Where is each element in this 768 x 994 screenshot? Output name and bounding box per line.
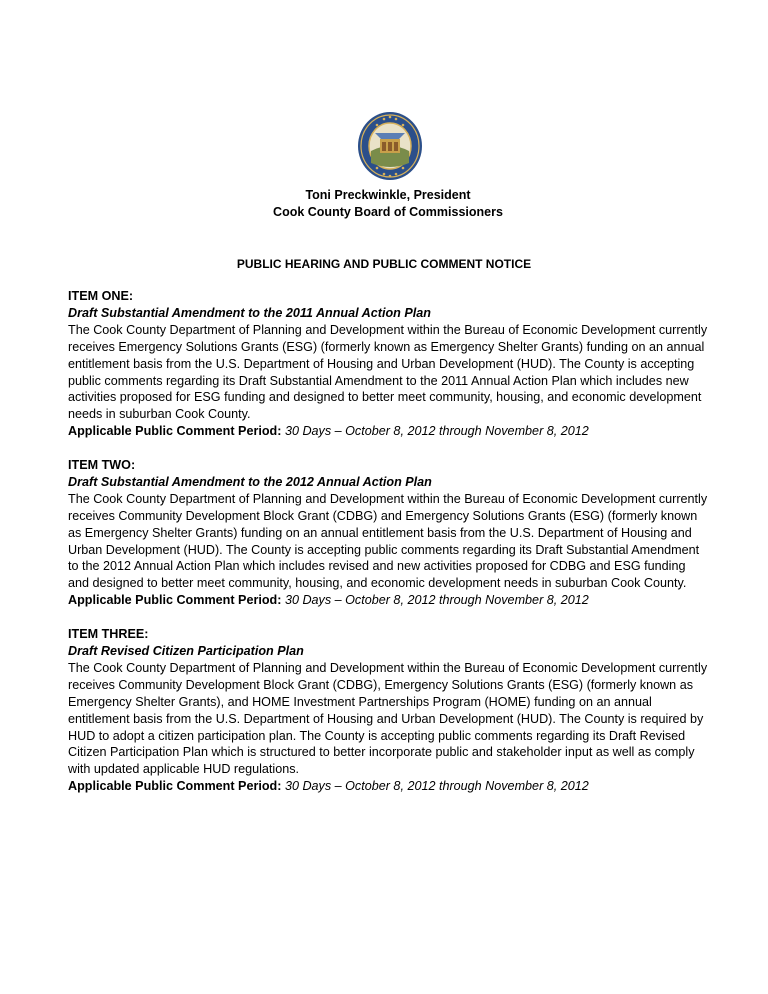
item-subtitle: Draft Substantial Amendment to the 2011 Annual Action Plan — [68, 305, 431, 320]
comment-period-value: 30 Days – October 8, 2012 through November 8, 2012 — [284, 424, 589, 439]
item-heading: ITEM THREE: — [68, 627, 149, 642]
comment-period-value: 30 Days – October 8, 2012 through November 8, 2012 — [284, 779, 589, 794]
comment-period-value: 30 Days – October 8, 2012 through November 8, 2012 — [284, 593, 589, 608]
item-body: The Cook County Department of Planning and Development within the Bureau of Economic Development currently receives Community Development Block Grant (CDBG), Emergency Solutions Grants (ESG) (formerly known as Emergency Shelter Grants), and HOME Investment Partnerships Program (HOME) funding on an annual entitlement basis from the U.S. Department of Housing and Urban Development (HUD). The County is required by HUD to adopt a citizen participation plan. The County is accepting public comments regarding its Draft Revised Citizen Participation Plan which is structured to better incorporate public and stakeholder input as well as comply with updated applicable HUD regulations. — [68, 660, 708, 777]
comment-period — [68, 423, 708, 440]
notice-content — [68, 288, 708, 812]
item-body: The Cook County Department of Planning and Development within the Bureau of Economic Development currently receives Emergency Solutions Grants (ESG) (formerly known as Emergency Shelter Grants) funding on an annual entitlement basis from the U.S. Department of Housing and Urban Development (HUD). The County is accepting public comments regarding its Draft Substantial Amendment to the 2011 Annual Action Plan which includes new activities proposed for ESG funding and designed to better meet community, housing, and economic development needs in suburban Cook County. — [68, 322, 708, 422]
item-subtitle: Draft Revised Citizen Participation Plan — [68, 644, 304, 658]
item-subtitle: Draft Substantial Amendment to the 2012 Annual Action Plan — [68, 474, 432, 489]
comment-period-label: Applicable Public Comment Period: — [68, 779, 282, 794]
item-body: The Cook County Department of Planning and Development within the Bureau of Economic Development currently receives Community Development Block Grant (CDBG) and Emergency Solutions Grants (ESG) (formerly known as Emergency Shelter Grants) funding on an annual entitlement basis from the U.S. Department of Housing and Urban Development (HUD). The County is accepting public comments regarding its Draft Substantial Amendment to the 2012 Annual Action Plan which includes revised and new activities proposed for CDBG and ESG funding and designed to better meet community, housing, and economic development needs in suburban Cook County. — [68, 491, 708, 591]
item-heading: ITEM ONE: — [68, 289, 134, 303]
comment-period-label: Applicable Public Comment Period: — [68, 424, 282, 439]
notice-title: PUBLIC HEARING AND PUBLIC COMMENT NOTICE — [236, 257, 532, 271]
item-two — [68, 457, 708, 609]
item-one — [68, 288, 708, 440]
comment-period — [68, 778, 708, 795]
president-line: Toni Preckwinkle, President — [305, 188, 471, 202]
comment-period — [68, 592, 708, 609]
cook-county-seal-icon — [357, 111, 423, 181]
comment-period-label: Applicable Public Comment Period: — [68, 593, 282, 608]
board-line: Cook County Board of Commissioners — [273, 205, 503, 219]
item-three — [68, 626, 708, 795]
item-heading: ITEM TWO: — [68, 458, 136, 473]
